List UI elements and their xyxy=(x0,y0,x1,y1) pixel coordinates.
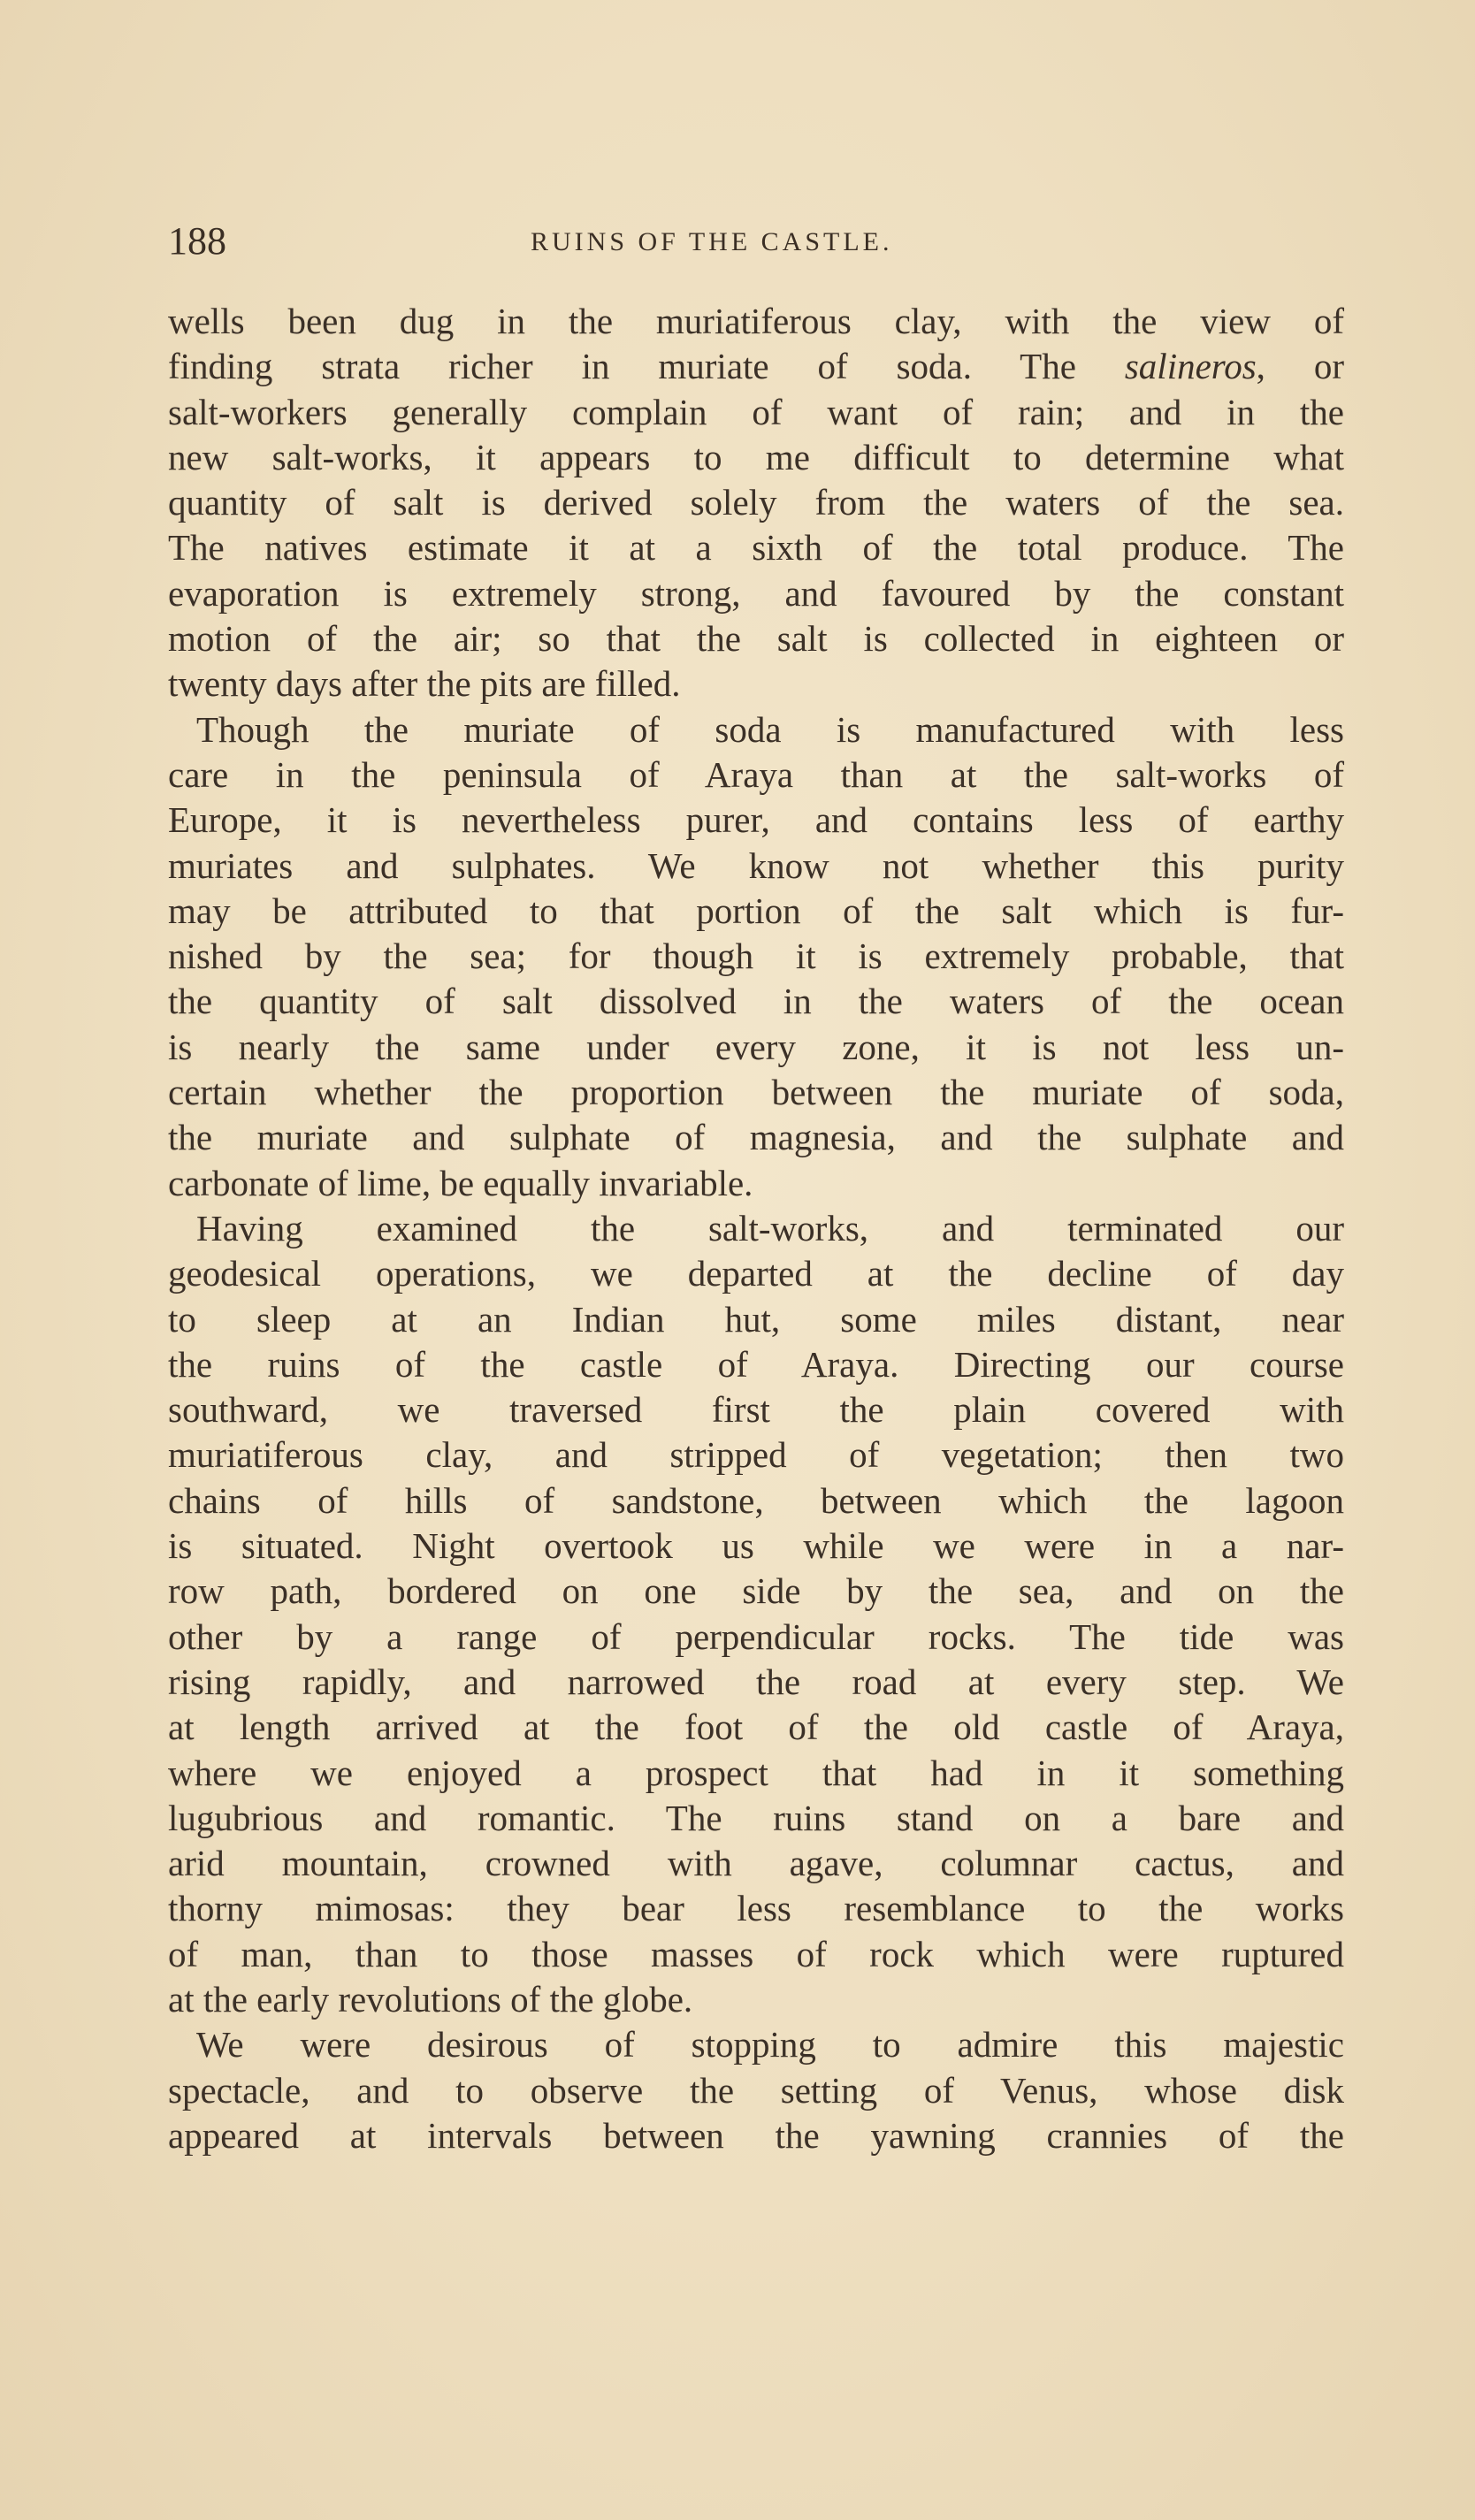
text-line: nished by the sea; for though it is extremely probable, that xyxy=(168,935,1344,977)
text-line: twenty days after the pits are filled. xyxy=(168,663,681,705)
text-line: spectacle, and to observe the setting of Venus, whose disk xyxy=(168,2069,1344,2111)
text-line: the muriate and sulphate of magnesia, and the sulphate and xyxy=(168,1117,1344,1158)
text-line: new salt-works, it appears to me difficult to determine what xyxy=(168,436,1344,477)
text-line: muriates and sulphates. We know not whether this purity xyxy=(168,844,1344,886)
text-line: quantity of salt is derived solely from the waters of the sea. xyxy=(168,482,1344,523)
text-line: Having examined the salt-works, and terminated our xyxy=(196,1207,1344,1249)
text-line: the ruins of the castle of Araya. Directing our course xyxy=(168,1343,1344,1385)
text-line: evaporation is extremely strong, and favoured by the constant xyxy=(168,572,1344,614)
text-line: is nearly the same under every zone, it is not less un- xyxy=(168,1026,1344,1067)
text-line: arid mountain, crowned with agave, columnar cactus, and xyxy=(168,1843,1344,1884)
text-line: row path, bordered on one side by the sea, and on the xyxy=(168,1570,1344,1612)
text-line: salt-workers generally complain of want of rain; and in the xyxy=(168,391,1344,432)
text-line: to sleep at an Indian hut, some miles distant, near xyxy=(168,1298,1344,1340)
italic-term: salineros xyxy=(1124,346,1257,387)
text-line: geodesical operations, we departed at the decline of day xyxy=(168,1253,1344,1294)
text-line: chains of hills of sandstone, between which the lagoon xyxy=(168,1479,1344,1521)
page-number: 188 xyxy=(168,219,226,263)
text-line: care in the peninsula of Araya than at the salt-works of xyxy=(168,753,1344,795)
text-line: lugubrious and romantic. The ruins stand on a bare and xyxy=(168,1797,1344,1838)
text-line: We were desirous of stopping to admire this majestic xyxy=(196,2024,1344,2066)
text-line: is situated. Night overtook us while we were in a nar- xyxy=(168,1525,1344,1567)
text-line: at length arrived at the foot of the old castle of Araya, xyxy=(168,1707,1344,1748)
text-line: wells been dug in the muriatiferous clay, with the view of xyxy=(168,301,1344,341)
text-line: other by a range of perpendicular rocks. The tide was xyxy=(168,1615,1344,1657)
body-text xyxy=(168,299,1344,2158)
text-line: Europe, it is nevertheless purer, and contains less of earthy xyxy=(168,799,1344,841)
text-line: The natives estimate it at a sixth of the total produce. The xyxy=(168,527,1344,569)
text-line: appeared at intervals between the yawning crannies of the xyxy=(168,2114,1344,2156)
page-header xyxy=(168,215,1335,268)
text-line: Though the muriate of soda is manufactured with less xyxy=(196,708,1344,750)
text-line: motion of the air; so that the salt is collected in eighteen or xyxy=(168,618,1344,660)
text-line: southward, we traversed first the plain covered with xyxy=(168,1389,1344,1431)
text-line: finding strata richer in muriate of soda. The salineros, or xyxy=(168,346,1344,387)
text-line: of man, than to those masses of rock which were ruptured xyxy=(168,1933,1344,1974)
text-line: where we enjoyed a prospect that had in it something xyxy=(168,1752,1344,1793)
running-title: RUINS OF THE CASTLE. xyxy=(531,227,893,256)
text-line: certain whether the proportion between the muriate of soda, xyxy=(168,1072,1344,1113)
text-line: at the early revolutions of the globe. xyxy=(168,1978,693,2020)
text-line: thorny mimosas: they bear less resemblance to the works xyxy=(168,1888,1344,1929)
text-line: the quantity of salt dissolved in the waters of the ocean xyxy=(168,981,1344,1022)
text-line: rising rapidly, and narrowed the road at every step. We xyxy=(168,1661,1344,1702)
text-line: carbonate of lime, be equally invariable. xyxy=(168,1162,753,1203)
text-line: may be attributed to that portion of the salt which is fur- xyxy=(168,890,1344,931)
text-line: muriatiferous clay, and stripped of vegetation; then two xyxy=(168,1434,1344,1476)
